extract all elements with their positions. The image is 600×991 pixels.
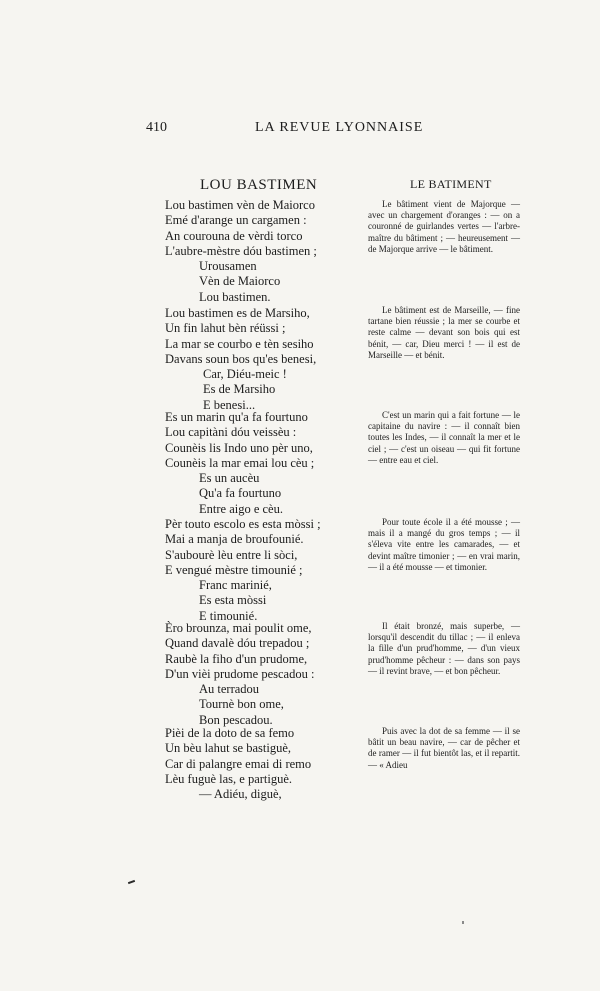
- running-head: LA REVUE LYONNAISE: [255, 120, 424, 135]
- verse-line: Lèu fuguè las, e partiguè.: [165, 771, 293, 786]
- verse-line: Lou bastimen es de Marsiho,: [165, 306, 310, 320]
- translation-paragraph: Le bâtiment est de Marseille, — fine tartane bien réussie ; la mer se courbe et reste calme — devant son bois qui est bénit, — car, Dieu merci ! — il est de Marseille — et bénit.: [368, 305, 520, 360]
- verse-line: Qu'a fa fourtuno: [199, 486, 282, 501]
- verse-line: Es un aucèu: [199, 471, 260, 486]
- paper-speck: [462, 921, 464, 924]
- verse-line: — Adiéu, diguè,: [199, 787, 282, 802]
- poem-stanza: [165, 726, 365, 802]
- poem-stanza: [165, 198, 365, 305]
- verse-line: Raubè la fiho d'un prudome,: [165, 651, 308, 666]
- verse-line: Pèr touto escolo es esta mòssi ;: [165, 517, 321, 531]
- verse-line: E timounié.: [199, 608, 258, 623]
- verse-line: Es esta mòssi: [199, 593, 267, 608]
- verse-line: Franc marinié,: [199, 578, 272, 593]
- verse-line: E benesi...: [203, 397, 256, 412]
- verse-line: Counèis lis Indo uno pèr uno,: [165, 440, 313, 455]
- translation-title: LE BATIMENT: [410, 177, 492, 191]
- verse-line: Car di palangre emai di remo: [165, 756, 312, 771]
- translation-paragraph: Il était bronzé, mais superbe, — lorsqu'il descendit du tillac ; — il enleva la fille d'un prud'homme, — d'un vieux prud'homme pêcheur : — dans son pays — il revint brave, — et bon pêcheur.: [368, 621, 520, 676]
- verse-line: Pièi de la doto de sa femo: [165, 726, 295, 740]
- verse-line: E vengué mèstre timounié ;: [165, 562, 303, 577]
- verse-line: Un bèu lahut se bastiguè,: [165, 741, 292, 756]
- verse-line: An courouna de vèrdi torco: [165, 228, 303, 243]
- poem-stanza: [165, 410, 365, 517]
- verse-line: Un fin lahut bèn réüssi ;: [165, 321, 286, 336]
- verse-line: La mar se courbo e tèn sesiho: [165, 336, 314, 351]
- verse-line: Es un marin qu'a fa fourtuno: [165, 410, 308, 424]
- translation-paragraph: C'est un marin qui a fait fortune — le capitaine du navire : — il connaît bien toutes les Indes, — il connaît la mer et le ciel ; — c'est un oiseau — qui fit fortune — entre eau et ciel.: [368, 410, 520, 465]
- poem-stanza: [165, 306, 365, 413]
- verse-line: Davans soun bos qu'es benesi,: [165, 351, 317, 366]
- verse-line: Emé d'arange un cargamen :: [165, 213, 307, 228]
- poem-stanza: [165, 621, 365, 728]
- verse-line: L'aubre-mèstre dóu bastimen ;: [165, 243, 317, 258]
- verse-line: Urousamen: [199, 259, 257, 274]
- verse-line: Mai a manja de broufounié.: [165, 532, 304, 547]
- verse-line: Lou bastimen vèn de Maiorco: [165, 198, 315, 212]
- verse-line: Entre aigo e cèu.: [199, 501, 283, 516]
- verse-line: Es de Marsiho: [203, 382, 276, 397]
- verse-line: Vèn de Maiorco: [199, 274, 281, 289]
- poem-stanza: [165, 517, 365, 624]
- verse-line: Lou capitàni dóu veissèu :: [165, 425, 297, 440]
- translation-paragraph: Le bâtiment vient de Majorque — avec un chargement d'oranges : — on a couronné de guirlandes vertes — l'arbre-maître du bâtiment ; — heureusement — de Majorque arrive — le bâtiment.: [368, 199, 520, 254]
- ink-mark: [128, 880, 135, 884]
- page-number: 410: [146, 120, 167, 135]
- verse-line: Bon pescadou.: [199, 712, 273, 727]
- verse-line: Tournè bon ome,: [199, 697, 284, 712]
- verse-line: Counèis la mar emai lou cèu ;: [165, 455, 315, 470]
- verse-line: Èro brounza, mai poulit ome,: [165, 621, 312, 635]
- verse-line: Car, Diéu-meic !: [203, 367, 287, 382]
- verse-line: S'aubourè lèu entre li sòci,: [165, 547, 298, 562]
- verse-line: Quand davalè dóu trepadou ;: [165, 636, 310, 651]
- poem-title: LOU BASTIMEN: [200, 177, 318, 193]
- verse-line: Au terradou: [199, 682, 260, 697]
- verse-line: D'un vièi prudome pescadou :: [165, 666, 315, 681]
- translation-paragraph: Puis avec la dot de sa femme — il se bâtit un beau navire, — car de pêcher et de ramer — il fut bientôt las, et il repartit. — « Adieu: [368, 726, 520, 770]
- translation-paragraph: Pour toute école il a été mousse ; — mais il a mangé du gros temps ; — il s'éleva vite entre les camarades, — et devint maître timonier ; — en vrai marin, — il a été mousse — et timonier.: [368, 517, 520, 572]
- verse-line: Lou bastimen.: [199, 289, 271, 304]
